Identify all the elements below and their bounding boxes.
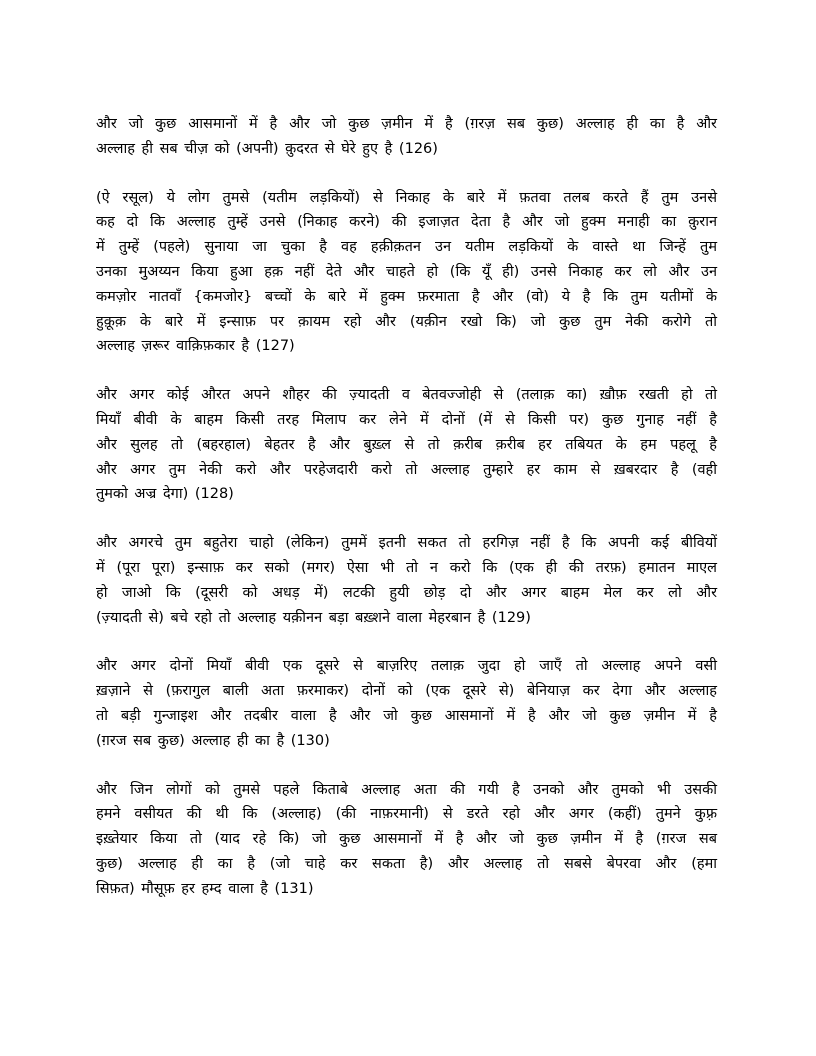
text-line: हमने वसीयत की थी कि (अल्लाह) (की नाफ़रमानी) से डरते रहो और अगर (कहीं) तुमने कुफ़्र: [96, 806, 717, 823]
text-line: मियाँ बीवी के बाहम किसी तरह मिलाप कर लेने में दोनों (में से किसी पर) कुछ गुनाह नहीं है: [96, 411, 717, 428]
text-line: उनका मुअय्यन किया हुआ हक़ नहीं देते और चाहते हो (कि यूँ ही) उनसे निकाह कर लो और उन: [96, 263, 717, 280]
text-line: और अगर तुम नेकी करो और परहेजदारी करो तो अल्लाह तुम्हारे हर काम से ख़बरदार है (वही: [96, 461, 717, 478]
paragraph-verse-126: [96, 112, 717, 162]
text-line: और अगर दोनों मियाँ बीवी एक दूसरे से बाज़रिए तलाक़ जुदा हो जाएँ तो अल्लाह अपने वसी: [96, 658, 717, 675]
paragraph-verse-131: [96, 778, 717, 902]
text-line: तो बड़ी गुन्जाइश और तदबीर वाला है और जो कुछ आसमानों में है और जो कुछ ज़मीन में है: [96, 707, 717, 724]
paragraph-verse-127: [96, 186, 717, 360]
paragraph-verse-130: [96, 654, 717, 753]
paragraph-verse-129: [96, 531, 717, 630]
text-line: कुछ) अल्लाह ही का है (जो चाहे कर सकता है) और अल्लाह तो सबसे बेपरवा और (हमा: [96, 855, 717, 872]
text-line: और सुलह तो (बहरहाल) बेहतर है और बुख़्ल से तो क़रीब क़रीब हर तबियत के हम पहलू है: [96, 436, 717, 453]
text-line: इख़्तेयार किया तो (याद रहे कि) जो कुछ आसमानों में है और जो कुछ ज़मीन में है (ग़रज सब: [96, 831, 717, 848]
text-line: अल्लाह ही सब चीज़ को (अपनी) क़ुदरत से घेरे हुए है (126): [96, 140, 438, 157]
text-line: (ग़रज सब कुछ) अल्लाह ही का है (130): [96, 732, 330, 749]
text-line: कह दो कि अल्लाह तुम्हें उनसे (निकाह करने) की इजाज़त देता है और जो हुक्म मनाही का क़ुरान: [96, 214, 717, 231]
document-page: [96, 112, 717, 926]
text-line: अल्लाह ज़रूर वाक़िफ़कार है (127): [96, 338, 295, 355]
text-line: सिफ़त) मौसूफ़ हर हम्द वाला है (131): [96, 880, 314, 897]
text-line: और जो कुछ आसमानों में है और जो कुछ ज़मीन में है (ग़रज़ सब कुछ) अल्लाह ही का है और: [96, 116, 717, 132]
text-line: और अगर कोई औरत अपने शौहर की ज़्यादती व बेतवज्जोही से (तलाक़ का) ख़ौफ़ रखती हो तो: [96, 387, 717, 404]
text-line: में तुम्हें (पहले) सुनाया जा चुका है वह हक़ीक़तन उन यतीम लड़कियों के वास्ते था जिन्हें तुम: [96, 239, 717, 256]
text-line: हो जाओ कि (दूसरी को अधड़ में) लटकी हुयी छोड़ दो और अगर बाहम मेल कर लो और: [96, 584, 717, 601]
text-line: और अगरचे तुम बहुतेरा चाहो (लेकिन) तुममें इतनी सकत तो हरगिज़ नहीं है कि अपनी कई बीवियों: [96, 535, 717, 552]
text-line: कमज़ोर नातवाँ {कमजोर} बच्चों के बारे में हुक्म फ़रमाता है और (वो) ये है कि तुम यतीमों के: [96, 288, 717, 305]
paragraph-verse-128: [96, 383, 717, 507]
text-line: (ज़्यादती से) बचे रहो तो अल्लाह यक़ीनन बड़ा बख़्शने वाला मेहरबान है (129): [96, 609, 531, 626]
text-line: हुक़ूक़ के बारे में इन्साफ़ पर क़ायम रहो और (यक़ीन रखो कि) जो कुछ तुम नेकी करोगे तो: [96, 313, 717, 330]
text-line: ख़ज़ाने से (फ़रागुल बाली अता फ़रमाकर) दोनों को (एक दूसरे से) बेनियाज़ कर देगा और अल्लाह: [96, 683, 717, 700]
text-line: में (पूरा पूरा) इन्साफ़ कर सको (मगर) ऐसा भी तो न करो कि (एक ही की तरफ़) हमातन माएल: [96, 559, 717, 576]
text-line: और जिन लोगों को तुमसे पहले किताबे अल्लाह अता की गयी है उनको और तुमको भी उसकी: [96, 781, 717, 798]
text-line: तुमको अज्र देगा) (128): [96, 486, 234, 503]
text-line: (ऐ रसूल) ये लोग तुमसे (यतीम लड़कियों) से निकाह के बारे में फ़तवा तलब करते हैं तुम उनसे: [96, 189, 717, 206]
